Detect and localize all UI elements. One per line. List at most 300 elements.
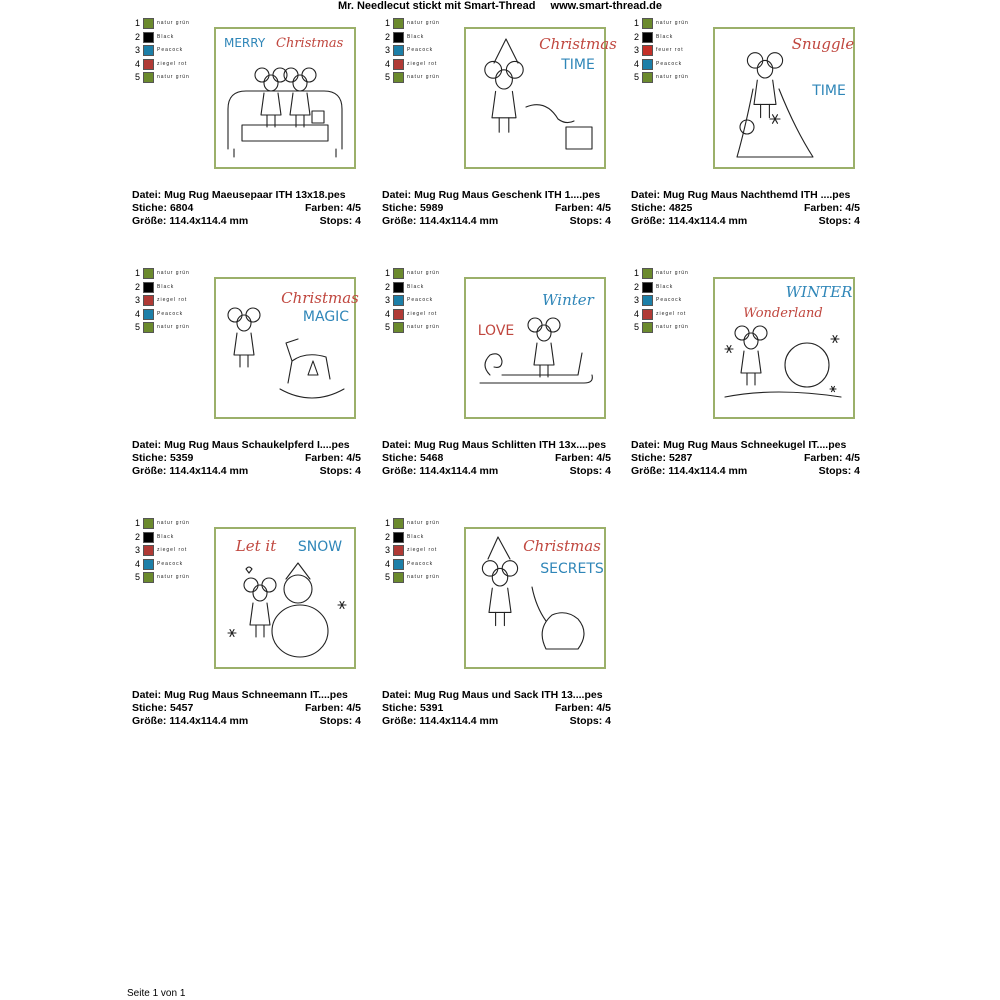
size-value: 114.4x114.4 mm [668, 215, 748, 227]
stops-label: Stops: [569, 715, 603, 727]
design-title-caps: SNOW [297, 539, 343, 555]
design-card-4 [130, 250, 362, 477]
size-label: Größe: [631, 215, 666, 227]
color-row [385, 545, 460, 559]
color-row [385, 18, 460, 32]
snowman-mouse-drawing [228, 563, 346, 657]
color-swatch [143, 18, 154, 29]
colors-value: 4/5 [346, 452, 361, 464]
color-name: Black [157, 283, 175, 290]
mouse-ear [502, 561, 517, 576]
color-name: Peacock [157, 310, 184, 317]
color-swatch [642, 72, 653, 83]
color-swatch [143, 72, 154, 83]
design-info [631, 189, 860, 228]
mouse-body [754, 80, 776, 104]
color-row [385, 282, 460, 296]
color-row [385, 72, 460, 86]
embroidery-preview-svg [216, 279, 359, 417]
embroidery-preview-svg [466, 29, 617, 167]
color-name: Black [656, 33, 674, 40]
color-row [135, 309, 210, 323]
stops-value: 4 [605, 465, 611, 477]
color-swatch [642, 309, 653, 320]
color-swatch [143, 559, 154, 570]
color-row [385, 295, 460, 309]
mouse-head [264, 75, 278, 91]
colors-label: Farben: [304, 202, 344, 214]
colors-label: Farben: [554, 702, 594, 714]
nightgown-mouse-drawing [737, 53, 813, 157]
color-swatch [143, 268, 154, 279]
mouse-ear [255, 68, 269, 82]
design-card-3 [629, 0, 861, 227]
color-name: ziegel rot [407, 60, 438, 67]
design-card-8 [380, 500, 612, 727]
color-number: 2 [135, 31, 141, 42]
color-number: 2 [385, 531, 391, 542]
color-name: natur grün [656, 270, 689, 276]
color-number: 2 [634, 281, 640, 292]
color-swatch [393, 59, 404, 70]
color-number: 5 [135, 72, 141, 82]
color-swatch [393, 32, 404, 43]
mouse-head [492, 568, 507, 586]
color-sequence [135, 268, 210, 336]
mouse-ear [767, 53, 782, 68]
colors-value: 4/5 [596, 702, 611, 714]
mouse-head [237, 315, 251, 331]
stops-label: Stops: [818, 465, 852, 477]
size-value: 114.4x114.4 mm [668, 465, 748, 477]
design-title-script: MERRY [224, 36, 266, 50]
color-row [634, 322, 709, 336]
color-swatch [143, 295, 154, 306]
color-row [634, 72, 709, 86]
color-number: 4 [634, 58, 640, 69]
color-swatch [143, 45, 154, 56]
design-title-caps: MAGIC [302, 309, 350, 325]
sled-runner [480, 375, 592, 383]
color-swatch [393, 45, 404, 56]
color-number: 1 [634, 18, 640, 28]
color-swatch [143, 309, 154, 320]
design-title-script: Christmas [539, 35, 617, 53]
color-row [634, 32, 709, 46]
color-number: 4 [385, 308, 391, 319]
mouse-ear [753, 326, 767, 340]
stitches-value: 5468 [419, 452, 444, 464]
mouse-ear [485, 61, 502, 78]
mouse-ear [747, 53, 762, 68]
stitches-value: 5457 [169, 702, 194, 714]
stitches-label: Stiche: [382, 202, 418, 214]
header-url: www.smart-thread.de [550, 0, 662, 12]
color-name: ziegel rot [407, 310, 438, 317]
color-swatch [393, 545, 404, 556]
color-name: ziegel rot [157, 297, 188, 303]
snowball [785, 343, 829, 387]
size-value: 114.4x114.4 mm [169, 715, 249, 727]
color-swatch [642, 282, 653, 293]
color-number: 3 [385, 545, 391, 555]
color-row [385, 268, 460, 282]
color-name: Peacock [157, 47, 184, 53]
stops-label: Stops: [569, 465, 603, 477]
color-row [634, 18, 709, 32]
color-row [135, 72, 210, 86]
file-label: Datei: [132, 189, 162, 201]
color-number: 4 [385, 558, 391, 569]
tree-icon [308, 361, 318, 375]
design-title-caps: Wonderland [743, 306, 823, 321]
color-swatch [143, 532, 154, 543]
color-name: Black [157, 533, 175, 540]
design-title-script: Let it [235, 537, 277, 555]
color-swatch [393, 18, 404, 29]
color-sequence [385, 268, 460, 336]
design-info [382, 689, 611, 728]
stops-value: 4 [355, 715, 361, 727]
color-name: Peacock [656, 60, 683, 67]
color-swatch [393, 572, 404, 583]
color-number: 1 [385, 518, 391, 528]
color-number: 3 [385, 295, 391, 305]
color-name: Peacock [407, 47, 434, 53]
color-row [385, 59, 460, 73]
colors-label: Farben: [803, 202, 843, 214]
size-label: Größe: [132, 465, 167, 477]
size-value: 114.4x114.4 mm [169, 215, 249, 227]
color-sequence [385, 18, 460, 86]
color-row [135, 18, 210, 32]
design-info [382, 189, 611, 228]
color-swatch [143, 322, 154, 333]
file-label: Datei: [382, 439, 412, 451]
color-row [135, 295, 210, 309]
design-info [132, 439, 361, 478]
mouse-body [234, 333, 254, 355]
color-number: 4 [135, 308, 141, 319]
mouse-ear [244, 578, 258, 592]
color-name: natur grün [656, 20, 689, 26]
stitches-value: 5989 [419, 202, 444, 214]
file-label: Datei: [132, 689, 162, 701]
color-swatch [143, 518, 154, 529]
color-number: 5 [385, 72, 391, 82]
hat [488, 537, 510, 559]
colors-value: 4/5 [346, 202, 361, 214]
mouse-ear [262, 578, 276, 592]
color-row [385, 32, 460, 46]
embroidery-preview-svg [715, 29, 853, 167]
stops-label: Stops: [319, 465, 353, 477]
stitches-value: 5359 [169, 452, 194, 464]
stitches-label: Stiche: [382, 452, 418, 464]
file-name: Mug Rug Maus Schaukelpferd I....pes [164, 439, 350, 451]
embroidery-preview-svg [466, 279, 604, 417]
mouse-head [253, 585, 267, 601]
header-title: Mr. Needlecut stickt mit Smart-Thread [338, 0, 536, 12]
file-label: Datei: [382, 689, 412, 701]
stops-value: 4 [854, 215, 860, 227]
color-swatch [393, 322, 404, 333]
color-sequence [634, 268, 709, 336]
color-number: 5 [135, 322, 141, 332]
design-title-script: Winter [542, 291, 594, 309]
color-number: 5 [385, 572, 391, 582]
colors-label: Farben: [304, 702, 344, 714]
file-name: Mug Rug Maus Schneemann IT....pes [164, 689, 348, 701]
color-name: natur grün [656, 74, 689, 80]
color-number: 4 [135, 58, 141, 69]
color-name: natur grün [407, 574, 440, 580]
color-sequence [385, 518, 460, 586]
bunny-toy [740, 120, 754, 134]
color-swatch [642, 322, 653, 333]
size-label: Größe: [132, 215, 167, 227]
color-name: Black [407, 283, 425, 290]
size-label: Größe: [132, 715, 167, 727]
color-number: 5 [135, 572, 141, 582]
color-number: 1 [634, 268, 640, 278]
sofa [228, 91, 342, 149]
file-name: Mug Rug Maus Schneekugel IT....pes [663, 439, 847, 451]
design-title-caps: SECRETS [540, 561, 604, 577]
color-row [135, 45, 210, 59]
snow-ground [725, 392, 841, 397]
mouse-head [496, 70, 513, 89]
sofa-mice-drawing [228, 68, 342, 157]
color-swatch [642, 32, 653, 43]
color-swatch [143, 572, 154, 583]
mouse-head [757, 60, 772, 78]
color-row [135, 559, 210, 573]
color-number: 3 [135, 45, 141, 55]
color-number: 2 [634, 31, 640, 42]
color-name: natur grün [407, 74, 440, 80]
color-name: natur grün [407, 20, 440, 26]
design-card-1 [130, 0, 362, 227]
stitches-value: 5287 [668, 452, 693, 464]
page-footer: Seite 1 von 1 [127, 988, 186, 999]
design-preview [214, 277, 359, 419]
design-title-caps: TIME [812, 83, 846, 99]
embroidery-preview-svg [715, 279, 853, 417]
color-swatch [393, 295, 404, 306]
color-swatch [393, 72, 404, 83]
design-preview [464, 277, 606, 419]
design-preview [464, 527, 606, 669]
colors-value: 4/5 [596, 202, 611, 214]
color-name: Peacock [157, 560, 184, 567]
color-number: 3 [135, 295, 141, 305]
colors-value: 4/5 [845, 452, 860, 464]
color-name: natur grün [407, 324, 440, 330]
mouse-ear [284, 68, 298, 82]
file-label: Datei: [631, 189, 661, 201]
color-row [135, 532, 210, 546]
design-card-6 [629, 250, 861, 477]
stitches-value: 5391 [419, 702, 444, 714]
design-title-script: WINTER [785, 283, 853, 301]
mouse-body [250, 603, 270, 625]
color-row [634, 59, 709, 73]
stitches-label: Stiche: [382, 702, 418, 714]
stops-label: Stops: [569, 215, 603, 227]
color-swatch [143, 32, 154, 43]
size-label: Größe: [382, 465, 417, 477]
file-label: Datei: [382, 189, 412, 201]
gift-box [312, 111, 324, 123]
color-number: 2 [135, 531, 141, 542]
hat [494, 39, 518, 63]
design-title-script: Christmas [523, 537, 601, 555]
color-swatch [393, 282, 404, 293]
stitches-label: Stiche: [631, 202, 667, 214]
size-label: Größe: [631, 465, 666, 477]
color-number: 2 [135, 281, 141, 292]
snowball-mouse-drawing [725, 326, 841, 397]
color-number: 1 [385, 18, 391, 28]
color-swatch [143, 282, 154, 293]
color-swatch [642, 295, 653, 306]
color-number: 1 [135, 268, 141, 278]
file-label: Datei: [631, 439, 661, 451]
color-row [135, 572, 210, 586]
color-swatch [393, 268, 404, 279]
color-number: 2 [385, 31, 391, 42]
design-card-7 [130, 500, 362, 727]
design-title-script: Christmas [281, 289, 359, 307]
color-name: Black [407, 33, 425, 40]
color-row [135, 518, 210, 532]
mouse-ear [302, 68, 316, 82]
file-name: Mug Rug Maus Geschenk ITH 1....pes [414, 189, 601, 201]
color-sequence [135, 18, 210, 86]
color-name: Peacock [407, 297, 434, 303]
stitches-label: Stiche: [631, 452, 667, 464]
rocker [280, 389, 344, 398]
design-title-caps: LOVE [477, 323, 515, 339]
stops-value: 4 [605, 215, 611, 227]
color-number: 3 [135, 545, 141, 555]
color-row [634, 268, 709, 282]
color-row [135, 282, 210, 296]
color-row [385, 309, 460, 323]
color-name: Black [157, 33, 175, 40]
color-swatch [393, 532, 404, 543]
size-value: 114.4x114.4 mm [419, 215, 499, 227]
file-label: Datei: [132, 439, 162, 451]
color-number: 4 [385, 58, 391, 69]
mouse-head [293, 75, 307, 91]
color-row [135, 545, 210, 559]
color-name: Black [407, 533, 425, 540]
design-title-script: Snuggle [791, 35, 855, 53]
color-number: 5 [634, 322, 640, 332]
color-name: natur grün [656, 324, 689, 330]
mouse-body [261, 93, 281, 115]
color-row [634, 309, 709, 323]
color-row [634, 282, 709, 296]
color-name: natur grün [157, 270, 190, 276]
design-preview [713, 277, 855, 419]
embroidery-preview-svg [216, 529, 354, 667]
stops-value: 4 [605, 715, 611, 727]
color-name: feuer rot [656, 47, 684, 53]
color-swatch [393, 518, 404, 529]
color-number: 3 [385, 45, 391, 55]
stitches-label: Stiche: [132, 202, 168, 214]
color-sequence [135, 518, 210, 586]
mouse-ear [528, 318, 542, 332]
heart-icon [246, 567, 252, 573]
design-card-2 [380, 0, 617, 227]
mouse-body [290, 93, 310, 115]
color-name: natur grün [157, 74, 190, 80]
mouse-body [492, 91, 516, 117]
mouse-ear [482, 561, 497, 576]
design-preview [713, 27, 855, 169]
color-swatch [642, 268, 653, 279]
color-name: natur grün [157, 20, 190, 26]
stops-value: 4 [355, 215, 361, 227]
snowman-head [284, 575, 312, 603]
colors-label: Farben: [304, 452, 344, 464]
color-number: 4 [135, 558, 141, 569]
colors-value: 4/5 [845, 202, 860, 214]
mouse-body [534, 343, 554, 365]
color-number: 5 [634, 72, 640, 82]
design-title-caps: TIME [561, 57, 595, 73]
colors-label: Farben: [803, 452, 843, 464]
design-preview [214, 527, 356, 669]
color-row [385, 559, 460, 573]
color-swatch [393, 309, 404, 320]
color-row [135, 59, 210, 73]
gift-box [566, 127, 592, 149]
embroidery-preview-svg [216, 29, 354, 167]
mouse-head [744, 333, 758, 349]
mouse-ear [246, 308, 260, 322]
stops-label: Stops: [319, 715, 353, 727]
design-card-5 [380, 250, 612, 477]
color-swatch [642, 59, 653, 70]
mouse-ear [506, 61, 523, 78]
color-name: ziegel rot [157, 547, 188, 553]
file-name: Mug Rug Maeusepaar ITH 13x18.pes [164, 189, 346, 201]
color-number: 1 [135, 18, 141, 28]
color-name: natur grün [407, 520, 440, 526]
color-name: ziegel rot [407, 547, 438, 553]
design-info [382, 439, 611, 478]
color-sequence [634, 18, 709, 86]
color-number: 1 [385, 268, 391, 278]
size-value: 114.4x114.4 mm [169, 465, 249, 477]
color-name: natur grün [407, 270, 440, 276]
size-value: 114.4x114.4 mm [419, 465, 499, 477]
mouse-ear [735, 326, 749, 340]
colors-label: Farben: [554, 452, 594, 464]
colors-value: 4/5 [596, 452, 611, 464]
gift-mouse-drawing [485, 39, 592, 149]
color-name: ziegel rot [157, 60, 188, 67]
color-row [385, 322, 460, 336]
color-row [135, 32, 210, 46]
color-number: 2 [385, 281, 391, 292]
mouse-head [537, 325, 551, 341]
